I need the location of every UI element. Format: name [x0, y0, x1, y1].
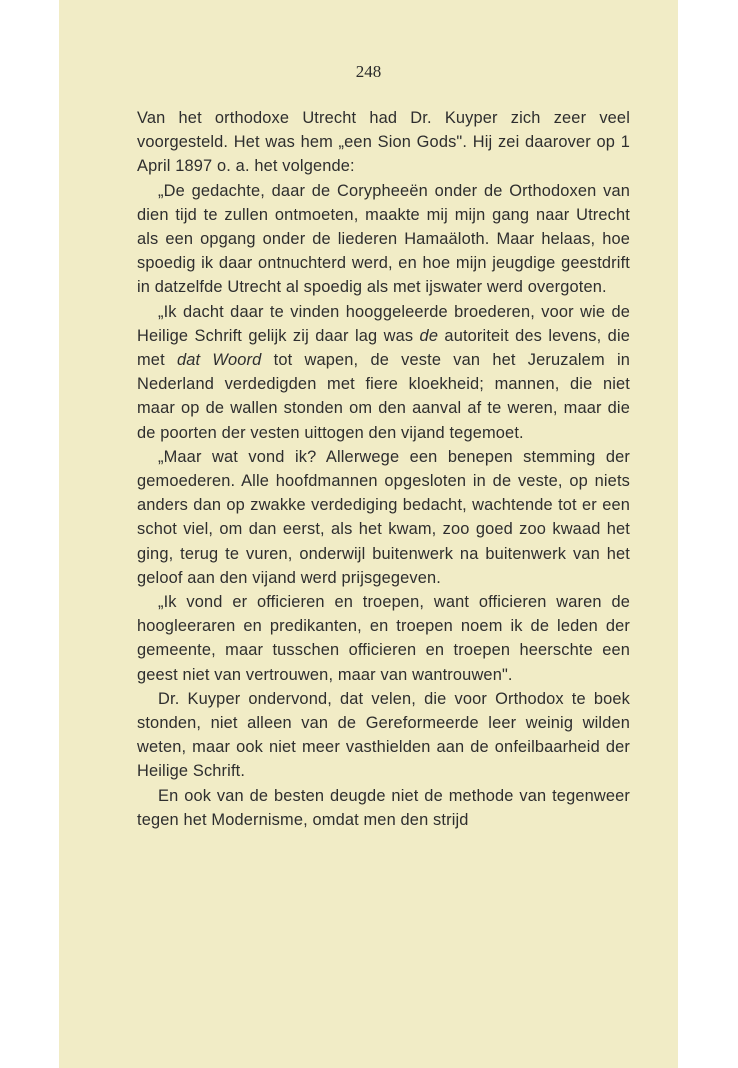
text-segment: „Ik dacht daar te vinden hooggeleerde broederen, voor wie de Heilige Schrift gelijk zij daar lag was — [137, 302, 630, 345]
text-segment: autoriteit des levens, die met — [137, 326, 630, 370]
paragraph — [137, 179, 630, 300]
paragraph — [137, 784, 630, 832]
text-segment: Van het orthodoxe Utrecht had Dr. Kuyper zich zeer veel voorgesteld. Het was hem „een Sion Gods". Hij zei daarover op 1 April 1897 o. a. het volgende: — [137, 109, 630, 176]
text-segment: „Maar wat vond ik? Allerwege een benepen stemming der gemoederen. Alle hoofdmannen opgesloten in de veste, op niets anders dan op zwakke verdediging bedacht, wachtende tot er een schot viel, om dan eerst, als het kwam, zoo goed zoo kwaad het ging, terug te vuren, onderwijl buitenwerk na buitenwerk van het geloof aan den vijand werd prijsgegeven. — [137, 447, 630, 587]
paragraph — [137, 590, 630, 687]
text-segment: „Ik vond er officieren en troepen, want officieren waren de hoogleeraren en predikanten, en troepen noem ik de leden der gemeente, maar tusschen officieren en troepen heerschte een geest niet van vertrouwen, maar van wantrouwen". — [137, 593, 630, 684]
text-segment: En ook van de besten deugde niet de methode van tegenweer tegen het Modernisme, omdat men den strijd — [137, 786, 630, 829]
page-number: 248 — [355, 62, 382, 81]
paragraph — [137, 687, 630, 784]
text-segment: Dr. Kuyper ondervond, dat velen, die voor Orthodox te boek stonden, niet alleen van de Gereformeerde leer weinig wilden weten, maar ook niet meer vasthielden aan de onfeilbaarheid der Heilige Schrift. — [137, 689, 630, 781]
text-segment: „De gedachte, daar de Corypheeën onder de Orthodoxen van dien tijd te zullen ontmoeten, maakte mij mijn gang naar Utrecht als een opgang onder de liederen Hamaäloth. Maar helaas, hoe spoedig ik daar ontnuchterd werd, en hoe mijn jeugdige geestdrift in datzelfde Utrecht al spoedig als met ijswater werd overgoten. — [137, 181, 630, 297]
emphasized-text: de — [419, 326, 439, 345]
paragraph — [137, 106, 630, 179]
emphasized-text: dat Woord — [176, 351, 262, 370]
body-text — [137, 106, 630, 832]
text-segment: tot wapen, de veste van het Jeruzalem in Nederland verdedigden met fiere kloekheid; mannen, die niet maar op de wallen stonden om den aanval af te weren, maar die de poorten der vesten uittogen den vijand tegemoet. — [137, 351, 631, 442]
paragraph — [137, 300, 630, 445]
book-page — [59, 0, 678, 1068]
paragraph — [137, 445, 630, 590]
